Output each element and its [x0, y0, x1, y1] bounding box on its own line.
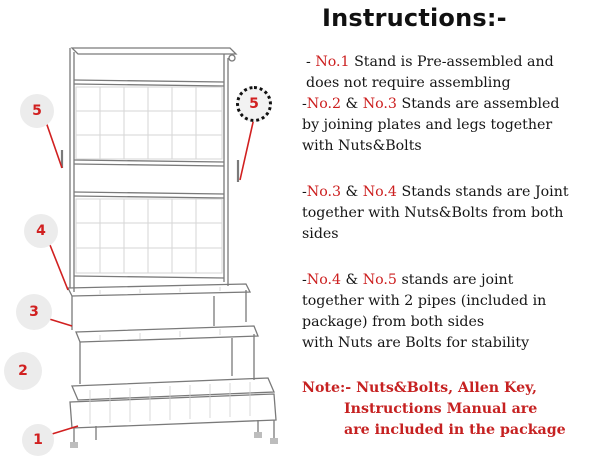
shelf-tier-4	[68, 284, 250, 296]
instruction-1: - No.1 Stand is Pre-assembled and does not require assembling	[306, 54, 554, 91]
crossbar-2	[74, 160, 224, 162]
stand-feet	[70, 432, 278, 448]
crossbar-1	[74, 80, 224, 82]
instruction-3: -No.3 & No.4 Stands stands are Joint together with Nuts&Bolts from both sides	[302, 184, 569, 242]
leader-line-4	[48, 240, 68, 290]
back-grid-upper	[76, 87, 222, 159]
callout-badge-3: 3	[16, 294, 52, 330]
shelf-tier-2	[72, 378, 274, 400]
crossbar-3	[74, 192, 224, 194]
callout-badge-5-left: 5	[20, 94, 54, 128]
shelf-tier-3	[76, 326, 258, 342]
callout-badge-4: 4	[24, 214, 58, 248]
callout-badge-2: 2	[4, 352, 42, 390]
back-grid-lower	[76, 199, 222, 273]
stand-tag: No.3	[306, 184, 342, 200]
leader-line-5-left	[46, 122, 62, 168]
leader-line-5-right	[240, 118, 254, 180]
stand-tag: No.4	[306, 272, 342, 288]
stand-tag: No.5	[362, 272, 397, 288]
top-rail	[72, 48, 236, 54]
top-rail-end-cap	[229, 55, 235, 61]
page-title: Instructions:-	[322, 4, 507, 32]
callout-badge-1: 1	[22, 424, 54, 456]
instruction-2: -No.2 & No.3 Stands are assembled by joining plates and legs together with Nuts&Bolts	[302, 96, 560, 154]
stand-tag: No.4	[362, 184, 397, 200]
stand-tag: No.2	[306, 96, 342, 112]
stand-tag: No.3	[362, 96, 397, 112]
note-block: Note:- Nuts&Bolts, Allen Key, Instructions Manual are are included in the package	[302, 380, 566, 438]
instruction-4: -No.4 & No.5 stands are joint together with 2 pipes (included in package) from both sides with Nuts are Bolts for stability	[302, 272, 547, 351]
callout-badge-5-right: 5	[236, 86, 272, 122]
crossbar-4	[74, 276, 224, 278]
stand-tag: No.1	[315, 54, 350, 70]
note-label: Note:-	[302, 380, 352, 396]
